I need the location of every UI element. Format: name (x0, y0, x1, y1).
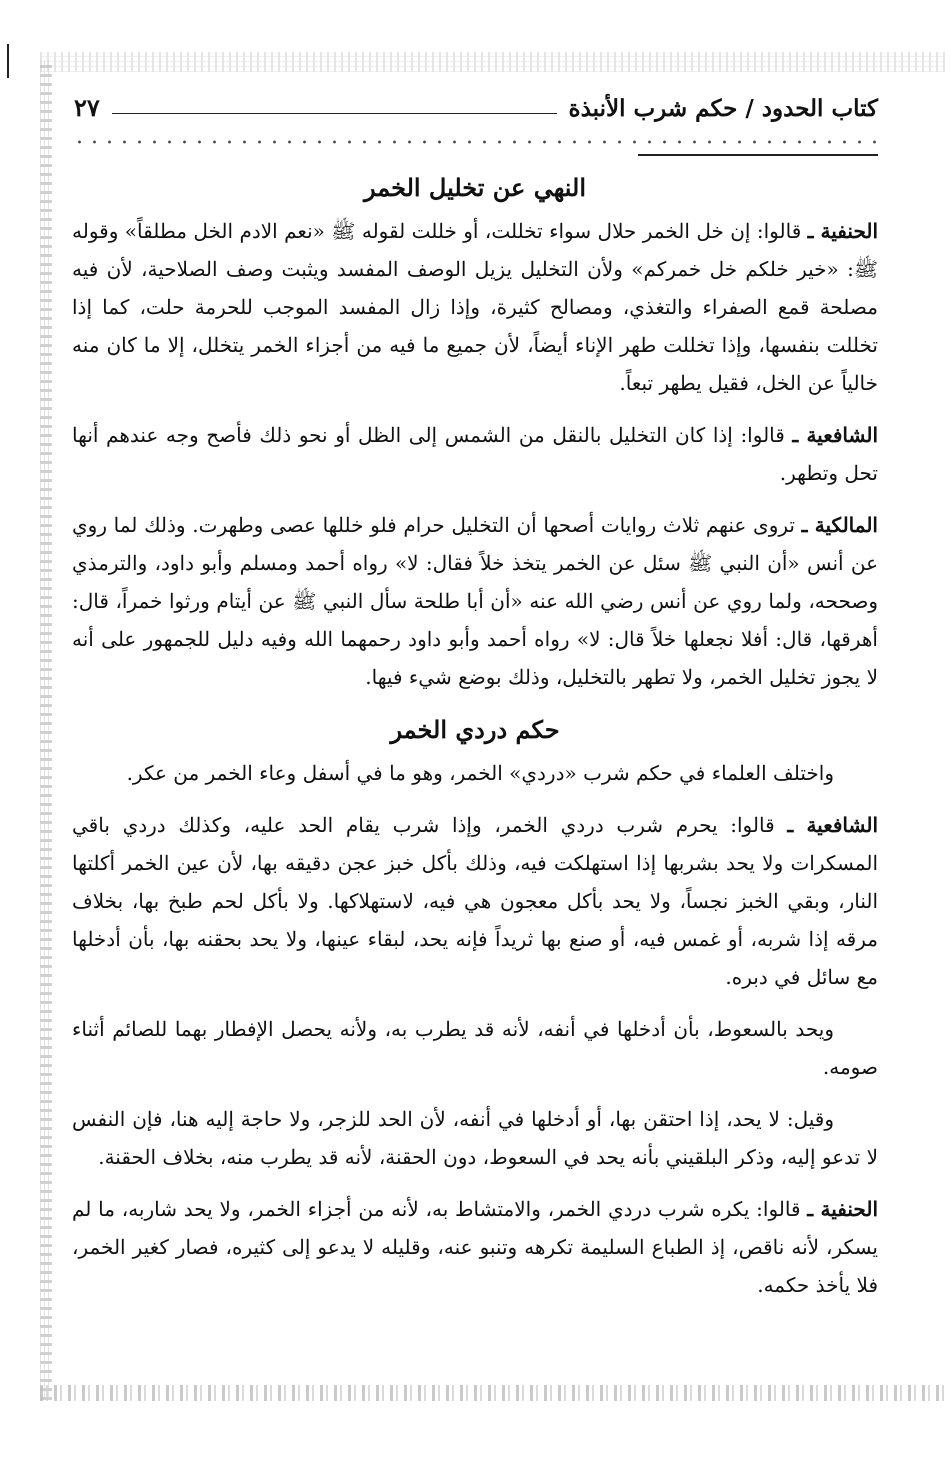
running-header-title: كتاب الحدود / حكم شرب الأنبذة (568, 95, 878, 122)
section-heading: حكم دردي الخمر (390, 715, 560, 744)
section-heading: النهي عن تخليل الخمر (363, 173, 587, 202)
paragraph-text: وقيل: لا يحد، إذا احتقن بها، أو أدخلها في أنفه، لأن الحد للزجر، ولا حاجة إليه هنا، فإن النفس لا تدعو إليه، وذكر البلقيني بأنه يحد في السعوط، دون الحقنة، لأنه قد يطرب منه، بخلاف الحقنة. (72, 1107, 878, 1169)
school-label: الشافعية ـ (792, 423, 879, 447)
paragraph-text: قالوا: إذا كان التخليل بالنقل من الشمس إلى الظل أو نحو ذلك فأصح وجه عندهم أنها تحل وتطهر. (72, 423, 878, 485)
ornamental-border-top (40, 52, 945, 72)
scan-edge-mark (7, 44, 9, 78)
header-rule (112, 113, 557, 114)
paragraph (72, 1010, 878, 1086)
paragraph (72, 416, 878, 492)
paragraph-text: قالوا: إن خل الخمر حلال سواء تخللت، أو خللت لقوله ﷺ «نعم الادم الخل مطلقاً» وقوله ﷺ: «خير خلكم خل خمركم» ولأن التخليل يزيل الوصف المفسد ويثبت وصف الصلاحية، لأن فيه مصلحة قمع الصفراء والتغذي، ومصالح كثيرة، وإذا زال المفسد الموجب للحرمة حلت، كما إذا تخللت بنفسها، وإذا تخللت طهر الإناء أيضاً، لأن جميع ما فيه من أجزاء الخمر يتخلل، إلا ما كان منه خالياً عن الخل، فقيل يطهر تبعاً. (72, 219, 878, 395)
school-label: الحنفية ـ (807, 1197, 878, 1221)
paragraph (72, 806, 878, 996)
paragraph (72, 1100, 878, 1176)
short-rule (638, 154, 878, 156)
paragraph (72, 754, 878, 792)
paragraph (72, 1190, 878, 1304)
paragraph-text: ويحد بالسعوط، بأن أدخلها في أنفه، لأنه قد يطرب به، ولأنه يحصل الإفطار بهما للصائم أثناء صومه. (72, 1017, 878, 1079)
school-label: المالكية ـ (801, 513, 878, 537)
ornamental-border-left (40, 60, 52, 1400)
paragraph (72, 506, 878, 696)
paragraph (72, 212, 878, 402)
page-number: ٢٧ (74, 93, 100, 122)
running-header (74, 86, 878, 122)
paragraph-text: تروى عنهم ثلاث روايات أصحها أن التخليل حرام فلو خللها عصى وطهرت. وذلك لما روي عن أنس «أن النبي ﷺ سئل عن الخمر يتخذ خلاً فقال: لا» رواه أحمد ومسلم وأبو داود، والترمذي وصححه، ولما روي عن أنس رضي الله عنه «أن أبا طلحة سأل النبي ﷺ عن أيتام ورثوا خمراً، قال: أهرقها، قال: أفلا نجعلها خلاً قال: لا» رواه أحمد وأبو داود رحمهما الله وفيه دليل للجمهور على أنه لا يجوز تخليل الخمر، ولا تطهر بالتخليل، وذلك بوضع شيء فيها. (72, 513, 878, 689)
paragraph-text: قالوا: يكره شرب دردي الخمر، والامتشاط به، لأنه من أجزاء الخمر، ولا يحد شاربه، ما لم يسكر، لأنه ناقص، إذ الطباع السليمة تكرهه وتنبو عنه، وقليله لا يدعو إلى كثيره، فصار كغير الخمر، فلا يأخذ حكمه. (72, 1197, 878, 1297)
school-label: الحنفية ـ (807, 219, 879, 243)
dotted-separator (72, 138, 878, 146)
school-label: الشافعية ـ (787, 813, 879, 837)
page-body (72, 168, 878, 1318)
paragraph-text: واختلف العلماء في حكم شرب «دردي» الخمر، وهو ما في أسفل وعاء الخمر من عكر. (126, 761, 834, 785)
ornamental-border-bottom (40, 1385, 950, 1401)
paragraph-text: قالوا: يحرم شرب دردي الخمر، وإذا شرب يقام الحد عليه، وكذلك دردي باقي المسكرات ولا يحد بشربها إذا استهلكت فيه، وذلك بأكل خبز عجن دقيقه بها، لأن عين الخمر أكلتها النار، وبقي الخبز نجساً، ولا يحد بأكل معجون هي فيه، لاستهلاكها. ولا بأكل لحم طبخ بها، بخلاف مرقه إذا شربه، أو غمس فيه، أو صنع بها ثريداً فإنه يحد، لبقاء عينها، ولا يحد بحقنه بها، بأن أدخلها مع سائل في دبره. (72, 813, 878, 989)
